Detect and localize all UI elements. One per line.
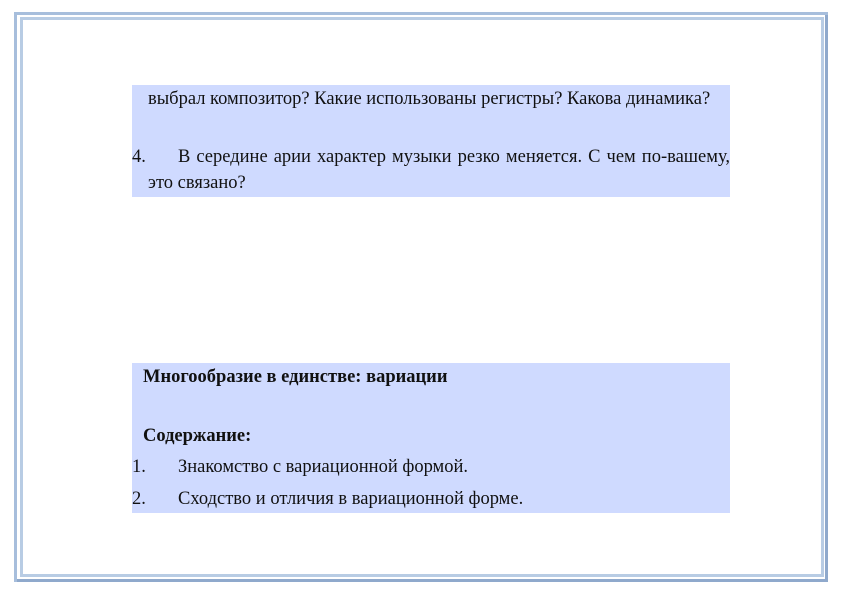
list-item-text: Знакомство с вариационной формой. — [178, 457, 469, 477]
frame-shadow-right — [825, 15, 828, 582]
question-4-text — [148, 145, 730, 196]
topic-title: Многообразие в единстве: вариации — [143, 367, 448, 387]
list-item-text: Сходство и отличия в вариационной форме. — [178, 489, 524, 509]
list-item-number: 2. — [132, 489, 146, 509]
question-4-number: 4. — [132, 147, 146, 167]
list-item-number: 1. — [132, 457, 146, 477]
question-4-body: В середине арии характер музыки резко меняется. С чем по-вашему, это связано? — [148, 147, 730, 193]
content-label: Содержание: — [143, 426, 252, 446]
frame-shadow-bottom — [17, 579, 828, 582]
questions-block — [132, 85, 730, 197]
question-3-continuation: выбрал композитор? Какие использованы регистры? Какова динамика? — [148, 89, 711, 109]
topic-block — [132, 363, 730, 513]
